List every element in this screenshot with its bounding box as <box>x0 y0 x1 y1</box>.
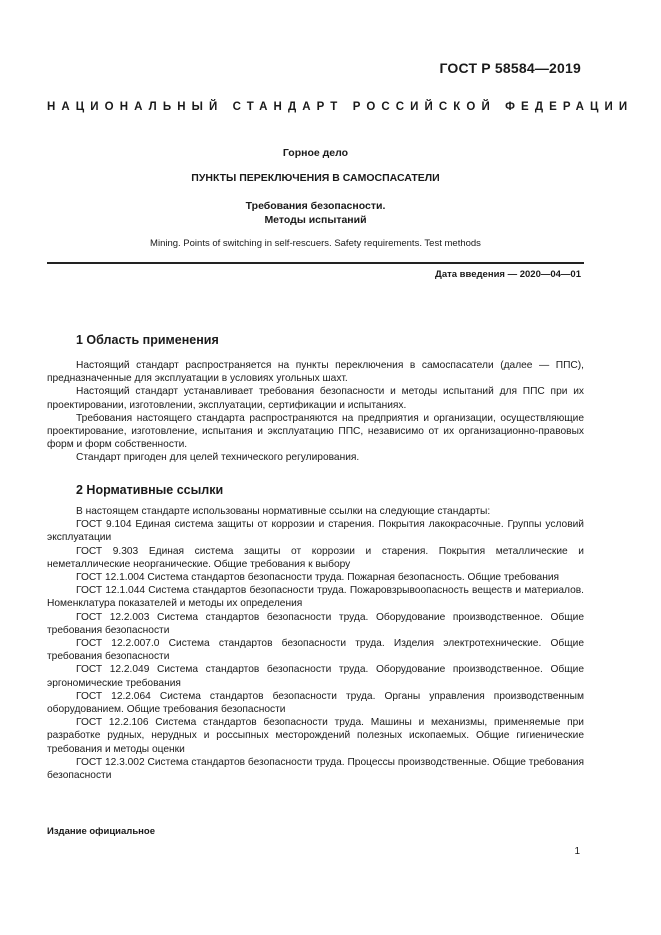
national-standard-title: НАЦИОНАЛЬНЫЙ СТАНДАРТ РОССИЙСКОЙ ФЕДЕРАЦИИ <box>47 101 634 113</box>
main-title: ПУНКТЫ ПЕРЕКЛЮЧЕНИЯ В САМОСПАСАТЕЛИ <box>191 172 440 184</box>
reference-item: ГОСТ 12.2.064 Система стандартов безопасности труда. Органы управления производственным оборудованием. Общие требования безопасности <box>47 690 584 716</box>
reference-item: ГОСТ 9.303 Единая система защиты от коррозии и старения. Покрытия металлические и неметаллические неорганические. Общие требования к выбору <box>47 545 584 570</box>
paragraph: Стандарт пригоден для целей технического регулирования. <box>76 452 360 464</box>
paragraph: В настоящем стандарте использованы нормативные ссылки на следующие стандарты: <box>76 506 491 517</box>
reference-item: ГОСТ 12.2.106 Система стандартов безопасности труда. Машины и механизмы, применяемые при разработке рудных, нерудных и россыпных месторождений полезных ископаемых. Общие гигиенические требования и методы оценки <box>47 717 584 755</box>
section-body-normative-references <box>47 505 584 782</box>
reference-item: ГОСТ 12.1.044 Система стандартов безопасности труда. Пожаровзрывоопасность веществ и материалов. Номенклатура показателей и методы их определения <box>47 585 584 610</box>
section-heading-scope: 1 Область применения <box>76 333 219 347</box>
standard-number: ГОСТ Р 58584—2019 <box>439 60 581 76</box>
reference-item: ГОСТ 12.2.003 Система стандартов безопасности труда. Оборудование производственное. Общие требования безопасности <box>47 611 584 636</box>
page-number: 1 <box>574 846 580 857</box>
subtitle-line-1: Требования безопасности. <box>245 200 386 212</box>
introduction-date: Дата введения — 2020—04—01 <box>435 269 581 280</box>
title-divider <box>47 262 584 264</box>
reference-item: ГОСТ 12.2.007.0 Система стандартов безопасности труда. Изделия электротехнические. Общие требования безопасности <box>47 638 584 663</box>
reference-item: ГОСТ 12.2.049 Система стандартов безопасности труда. Оборудование производственное. Общие эргономические требования <box>47 664 584 689</box>
subtitle-line-2: Методы испытаний <box>264 214 367 226</box>
paragraph: Настоящий стандарт распространяется на пункты переключения в самоспасатели (далее — ППС), предназначенные для эксплуатации в условиях угольных шахт. <box>47 360 584 385</box>
reference-item: ГОСТ 9.104 Единая система защиты от коррозии и старения. Покрытия лакокрасочные. Группы условий эксплуатации <box>47 519 584 544</box>
subtitle <box>47 199 584 227</box>
reference-item: ГОСТ 12.3.002 Система стандартов безопасности труда. Процессы производственные. Общие требования безопасности <box>47 756 584 782</box>
paragraph: Требования настоящего стандарта распространяются на предприятия и организации, осуществляющие проектирование, изготовление, испытания и эксплуатацию ППС, независимо от их организационно-правовых форм и форм собственности. <box>47 412 584 451</box>
section-body-scope <box>47 359 584 465</box>
section-heading-normative-references: 2 Нормативные ссылки <box>76 483 224 497</box>
category-title: Горное дело <box>282 147 349 159</box>
paragraph: Настоящий стандарт устанавливает требования безопасности и методы испытаний для ППС при их проектировании, изготовлении, эксплуатации, сертификации и испытаниях. <box>47 386 584 411</box>
official-edition-label: Издание официальное <box>47 826 155 837</box>
english-title: Mining. Points of switching in self-rescuers. Safety requirements. Test methods <box>150 238 481 249</box>
reference-item: ГОСТ 12.1.004 Система стандартов безопасности труда. Пожарная безопасность. Общие требования <box>76 572 560 584</box>
